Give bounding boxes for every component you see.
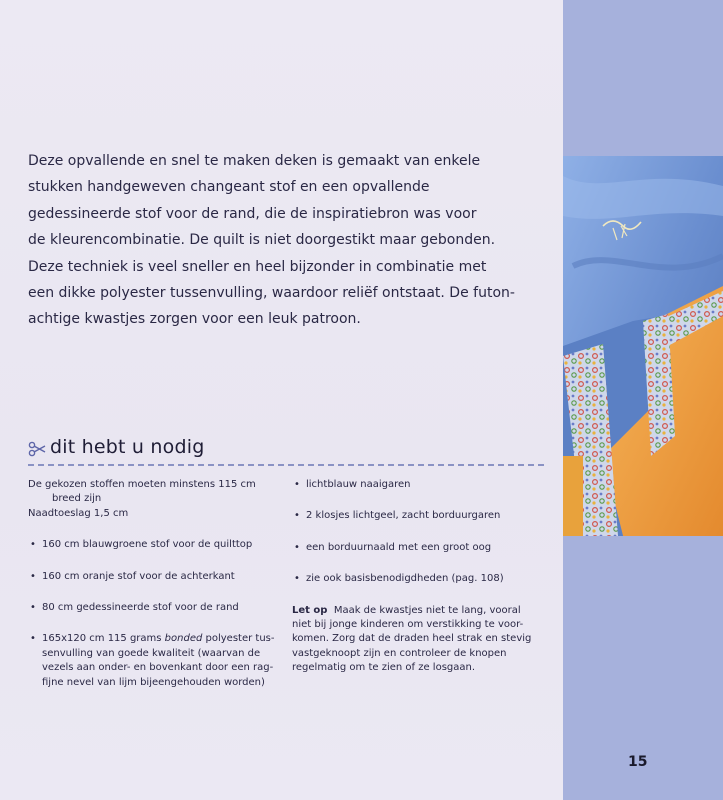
bullet-icon: •: [294, 479, 300, 490]
bullet-icon: •: [30, 633, 36, 645]
batting-line: senvulling van goede kwaliteit (waarvan de: [42, 647, 261, 659]
fabric-width-note-cont: breed zijn: [52, 493, 102, 505]
intro-paragraph: [28, 148, 548, 333]
bullet-icon: •: [294, 573, 300, 585]
list-item: • 2 klosjes lichtgeel, zacht borduurgaren: [292, 509, 544, 523]
bullet-icon: •: [30, 602, 36, 614]
bullet-icon: •: [294, 541, 300, 553]
intro-line: een dikke polyester tussenvulling, waardoor reliëf ontstaat. De futon-: [28, 285, 515, 302]
list-item: • een borduurnaald met een groot oog: [292, 541, 544, 555]
seam-allowance: Naadtoeslag 1,5 cm: [28, 507, 129, 519]
materials-left-column: [28, 478, 278, 690]
dashed-divider: [28, 464, 544, 466]
quilt-photo: [563, 156, 723, 536]
warning-note: Let op Maak de kwastjes niet te lang, vooral niet bij jonge kinderen om verstikking te voor- komen. Zorg dat de draden heel strak en stevig vastgeknoopt zijn en controleer de knopen regelmatig om te zien of ze losgaan.: [292, 604, 544, 676]
materials-right-column: [292, 478, 544, 676]
warning-line: niet bij jonge kinderen om verstikking te voor-: [292, 619, 524, 631]
batting-line: fijne nevel van lijm bijeengehouden worden): [42, 676, 265, 688]
list-item: • 80 cm gedessineerde stof voor de rand: [28, 601, 278, 615]
intro-line: gedessineerde stof voor de rand, die de inspiratiebron was voor: [28, 205, 477, 222]
list-item: • lichtblauw naaigaren: [292, 478, 544, 492]
bullet-icon: •: [30, 570, 36, 582]
bullet-icon: •: [30, 539, 36, 551]
intro-line: Deze opvallende en snel te maken deken is gemaakt van enkele: [28, 153, 481, 169]
scissors-icon: [28, 440, 46, 458]
batting-line: 165x120 cm 115 grams bonded polyester tus-: [42, 633, 275, 645]
supplies-list: [292, 478, 544, 587]
page-number: 15: [628, 754, 648, 770]
list-item: • zie ook basisbenodigdheden (pag. 108): [292, 572, 544, 586]
warning-label: Let op: [292, 604, 328, 616]
materials-list: [28, 538, 278, 690]
intro-line: Deze techniek is veel sneller en heel bijzonder in combinatie met: [28, 258, 487, 275]
list-item: • 160 cm oranje stof voor de achterkant: [28, 570, 278, 584]
fabric-width-note: De gekozen stoffen moeten minstens 115 cm: [28, 479, 256, 490]
warning-line: regelmatig om te zien of ze losgaan.: [292, 662, 476, 674]
intro-line: achtige kwastjes zorgen voor een leuk patroon.: [28, 311, 361, 328]
warning-line: vastgeknoopt zijn en controleer de knopen: [292, 647, 507, 659]
section-header: [28, 436, 548, 464]
batting-line: vezels aan onder- en bovenkant door een rag-: [42, 662, 274, 674]
section-heading: dit hebt u nodig: [50, 436, 205, 458]
warning-line: komen. Zorg dat de draden heel strak en stevig: [292, 633, 532, 645]
intro-line: de kleurencombinatie. De quilt is niet doorgestikt maar gebonden.: [28, 232, 496, 249]
intro-line: stukken handgeweven changeant stof en een opvallende: [28, 179, 430, 196]
bullet-icon: •: [294, 510, 300, 522]
list-item: • 160 cm blauwgroene stof voor de quilttop: [28, 538, 278, 552]
list-item: [28, 632, 278, 690]
